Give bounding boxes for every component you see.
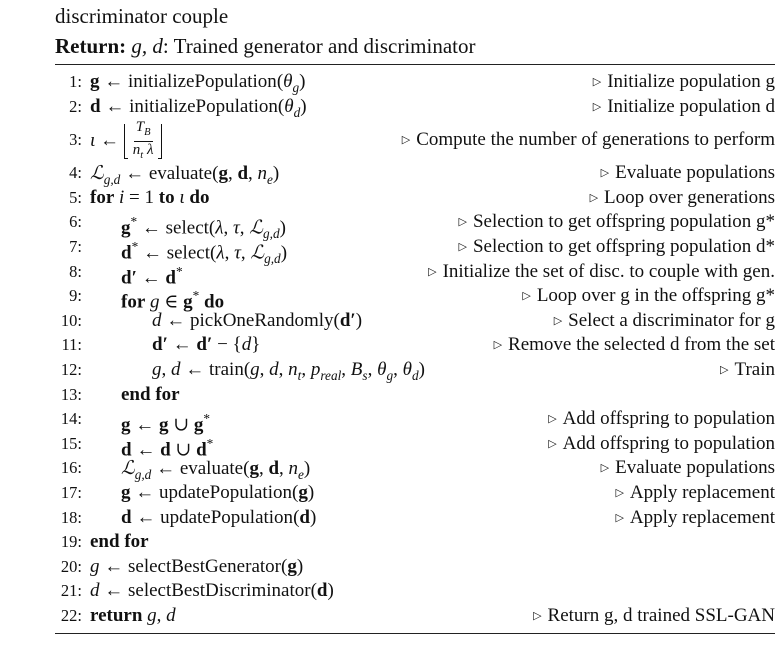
triangle-icon: ▷	[600, 167, 610, 180]
line-number: 12:	[60, 359, 82, 379]
algo-line-8	[55, 260, 775, 288]
algo-line-1	[55, 70, 775, 95]
line-code: ℒ$_{g,d}$ ← evaluate(g, d, $n_e$)	[90, 162, 280, 187]
algo-line-19	[55, 530, 775, 555]
algo-line-20	[55, 555, 775, 580]
line-number: 21:	[60, 581, 82, 601]
algo-line-18	[55, 506, 775, 531]
triangle-icon: ▷	[615, 486, 624, 499]
triangle-icon: ▷	[548, 437, 557, 450]
line-number: 17:	[60, 482, 82, 502]
line-comment: ▷ Remove the selected d from the set	[493, 334, 775, 356]
line-comment: ▷ Add offspring to population	[548, 432, 775, 454]
algo-line-6	[55, 210, 775, 242]
triangle-icon: ▷	[458, 240, 467, 253]
line-number: 19:	[60, 532, 82, 552]
triangle-icon: ▷	[401, 134, 411, 147]
return-text: : Trained generator and discriminator	[162, 34, 476, 58]
algo-line-12	[55, 358, 775, 383]
line-comment: ▷ Initialize the set of disc. to couple with gen.	[428, 260, 775, 282]
return-label: Return:	[55, 34, 127, 58]
line-number: 9:	[69, 286, 82, 306]
line-number: 16:	[60, 458, 82, 478]
algo-line-22	[55, 604, 775, 629]
triangle-icon: ▷	[720, 363, 729, 376]
top-rule	[55, 64, 775, 65]
line-comment: ▷ Return g, d trained SSL-GAN	[533, 604, 775, 626]
triangle-icon: ▷	[615, 511, 624, 524]
line-number: 5:	[69, 187, 82, 207]
line-number: 22:	[60, 605, 82, 625]
triangle-icon: ▷	[458, 216, 467, 229]
algo-line-14	[55, 407, 775, 436]
intro-text: discriminator couple	[55, 4, 229, 28]
line-comment: ▷ Apply replacement	[615, 481, 775, 503]
line-code: d ← updatePopulation(d)	[121, 506, 317, 528]
algo-line-17	[55, 481, 775, 506]
line-comment: ▷ Evaluate populations	[600, 162, 775, 184]
line-code: d ← pickOneRandomly(d′)	[152, 309, 363, 331]
triangle-icon: ▷	[592, 100, 602, 113]
triangle-icon: ▷	[548, 413, 557, 426]
line-code: g ← selectBestGenerator(g)	[90, 555, 304, 577]
line-number: 7:	[69, 236, 82, 256]
algo-line-9	[55, 284, 775, 313]
algo-line-16	[55, 456, 775, 481]
line-code: end for	[121, 383, 180, 405]
line-code: g, d ← train(g, d, $n_t$, $p_{real}$, $B_s$, $\theta_g$, $\theta_d$)	[152, 358, 425, 383]
line-code: g* ← select(λ, τ, ℒ$_{g,d}$)	[121, 214, 286, 242]
line-code: d′ ← d*	[121, 263, 183, 288]
line-code: g ← updatePopulation(g)	[121, 481, 315, 503]
triangle-icon: ▷	[522, 290, 531, 303]
triangle-icon: ▷	[589, 191, 599, 204]
triangle-icon: ▷	[600, 462, 610, 475]
line-comment: ▷ Apply replacement	[615, 506, 775, 528]
line-code: end for	[90, 531, 149, 553]
algo-line-15	[55, 432, 775, 461]
return-vars: g, d	[131, 34, 163, 58]
line-code: g ← $initializePopulation(\theta_g)$	[90, 71, 306, 95]
line-number: 14:	[60, 409, 82, 429]
algo-line-10	[55, 309, 775, 334]
line-number: 4:	[69, 163, 82, 183]
algo-line-7	[55, 235, 775, 267]
line-number: 13:	[60, 384, 82, 404]
line-comment: ▷ Initialize population g	[592, 71, 775, 92]
line-number: 18:	[60, 507, 82, 527]
line-comment: ▷ Selection to get offspring population d*	[458, 235, 775, 257]
line-code: d* ← select(λ, τ, ℒ$_{g,d}$)	[121, 238, 288, 267]
algo-line-4	[55, 161, 775, 186]
line-number: 2:	[69, 96, 82, 116]
line-comment: ▷ Initialize population d	[592, 95, 775, 117]
bottom-rule	[55, 633, 775, 634]
triangle-icon: ▷	[493, 339, 503, 352]
line-number: 3:	[69, 130, 82, 150]
line-number: 1:	[69, 72, 82, 91]
line-number: 20:	[60, 556, 82, 576]
line-number: 11:	[61, 335, 82, 355]
line-code: d′ ← d′ − {d}	[152, 334, 261, 356]
line-comment: ▷ Train	[720, 358, 775, 380]
line-comment: ▷ Add offspring to population	[548, 408, 775, 430]
line-comment: ▷ Evaluate populations	[600, 457, 775, 479]
line-code: for g ∈ g* do	[121, 288, 225, 313]
line-number: 6:	[69, 212, 82, 232]
algorithm-body	[55, 70, 775, 628]
algo-line-13	[55, 383, 775, 408]
line-comment: ▷ Select a discriminator for g	[553, 309, 775, 331]
line-code: d ← $initializePopulation(\theta_d)$	[90, 95, 307, 120]
line-code: ℒ$_{g,d}$ ← evaluate(g, d, $n_e$)	[121, 457, 311, 483]
line-comment: ▷ Selection to get offspring population g*	[458, 211, 775, 233]
line-comment: ▷ Compute the number of generations to perform	[401, 129, 775, 151]
line-comment: ▷ Loop over generations	[589, 186, 775, 208]
line-code: d ← d ∪ d*	[121, 435, 214, 461]
line-number: 8:	[69, 261, 82, 281]
return-line	[55, 33, 476, 59]
line-number: 10:	[60, 310, 82, 330]
algo-line-5	[55, 186, 775, 211]
algo-line-3	[55, 119, 775, 161]
algo-line-2	[55, 95, 775, 120]
line-code: d ← selectBestDiscriminator(d)	[90, 580, 334, 602]
algo-line-21	[55, 579, 775, 604]
triangle-icon: ▷	[428, 265, 437, 278]
triangle-icon: ▷	[592, 76, 602, 88]
line-code: g ← g ∪ g*	[121, 411, 211, 436]
triangle-icon: ▷	[553, 314, 563, 327]
line-number: 15:	[60, 433, 82, 453]
line-code: for i = 1 to ι do	[90, 186, 210, 208]
triangle-icon: ▷	[533, 609, 542, 622]
algo-line-11	[55, 333, 775, 358]
line-code: ι ← $\frac{T_B}{n_t \lambda}$	[90, 119, 162, 164]
line-comment: ▷ Loop over g in the offspring g*	[522, 285, 775, 307]
line-code: return g, d	[90, 604, 176, 626]
